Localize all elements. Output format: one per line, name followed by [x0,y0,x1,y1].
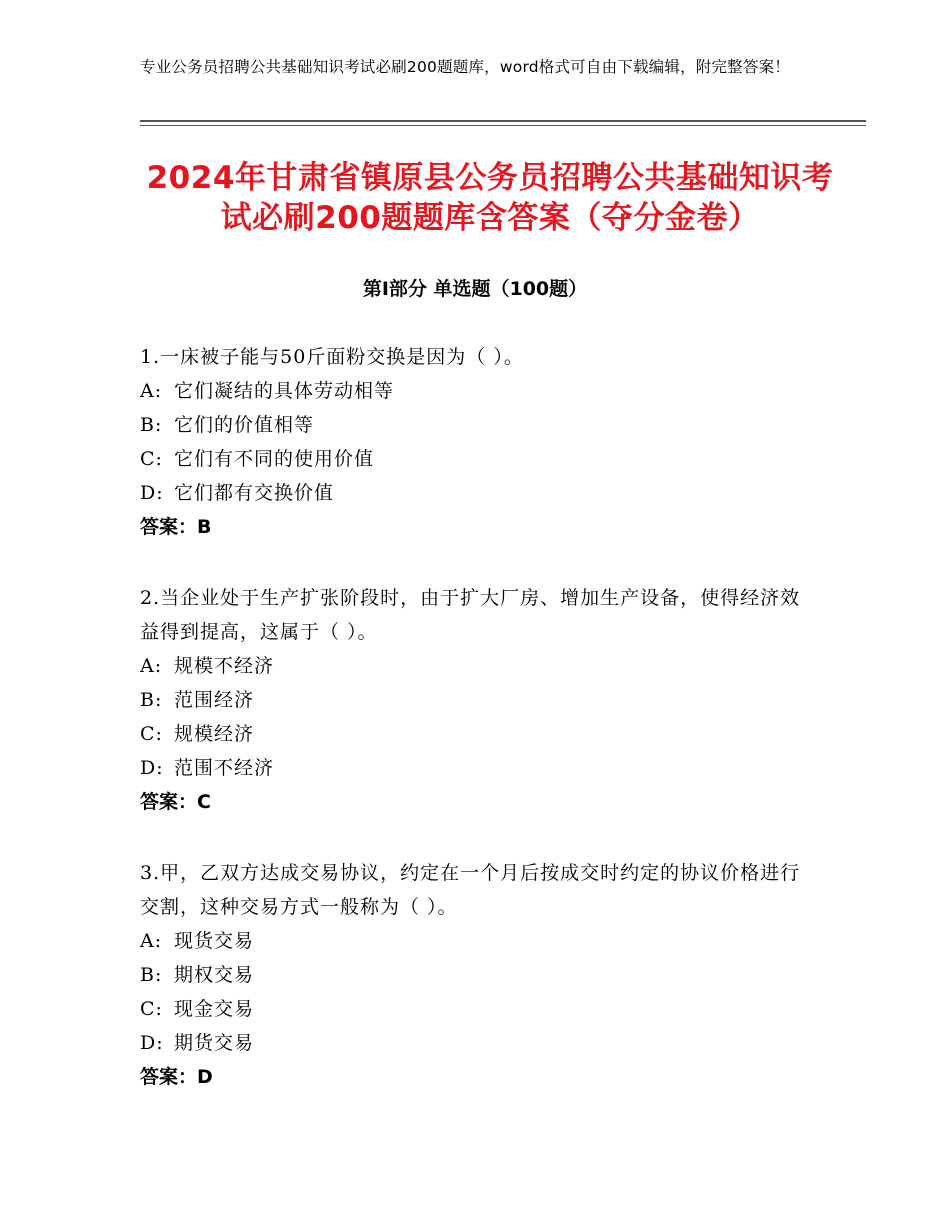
option-text: 规模不经济 [174,655,275,677]
option-d [140,476,805,510]
option-a [140,374,805,408]
option-text: 范围经济 [174,689,255,711]
question-stem: 2.当企业处于生产扩张阶段时，由于扩大厂房、增加生产设备，使得经济效益得到提高，这属于（ ）。 [140,587,801,643]
question-stem: 3.甲，乙双方达成交易协议，约定在一个月后按成交时约定的协议价格进行交割，这种交易方式一般称为（ ）。 [140,862,801,918]
question-3 [140,856,805,1094]
option-a [140,924,805,958]
header-note: 专业公务员招聘公共基础知识考试必刷200题题库，word格式可自由下载编辑，附完整答案！ [140,58,790,76]
option-key: D: [140,482,164,504]
option-key: D: [140,757,164,779]
option-text: 它们都有交换价值 [174,482,335,504]
option-b [140,683,805,717]
option-text: 现货交易 [174,930,255,952]
option-text: 它们的价值相等 [174,414,315,436]
option-c [140,717,805,751]
option-key: B: [140,964,163,986]
option-key: A: [140,655,163,677]
option-b [140,958,805,992]
option-b [140,408,805,442]
option-text: 规模经济 [174,723,255,745]
option-c [140,992,805,1026]
option-d [140,1026,805,1060]
option-key: C: [140,998,163,1020]
question-stem: 1.一床被子能与50斤面粉交换是因为（ ）。 [140,346,524,368]
option-text: 范围不经济 [174,757,275,779]
option-key: D: [140,1032,164,1054]
question-list [140,340,805,1131]
option-key: C: [140,448,163,470]
option-text: 它们有不同的使用价值 [174,448,375,470]
question-2 [140,581,805,819]
question-1 [140,340,805,544]
answer-line: 答案：D [140,1066,213,1088]
option-a [140,649,805,683]
option-key: B: [140,689,163,711]
option-text: 期货交易 [174,1032,255,1054]
option-key: A: [140,380,163,402]
answer-line: 答案：B [140,516,212,538]
section-heading: 第Ⅰ部分 单选题（100题） [362,278,588,300]
answer-line: 答案：C [140,791,211,813]
document-title: 2024年甘肃省镇原县公务员招聘公共基础知识考试必刷200题题库含答案（夺分金卷） [146,160,834,236]
header-divider [140,120,866,126]
option-d [140,751,805,785]
option-key: B: [140,414,163,436]
option-text: 现金交易 [174,998,255,1020]
option-c [140,442,805,476]
option-key: A: [140,930,163,952]
option-text: 它们凝结的具体劳动相等 [174,380,395,402]
option-text: 期权交易 [174,964,255,986]
option-key: C: [140,723,163,745]
